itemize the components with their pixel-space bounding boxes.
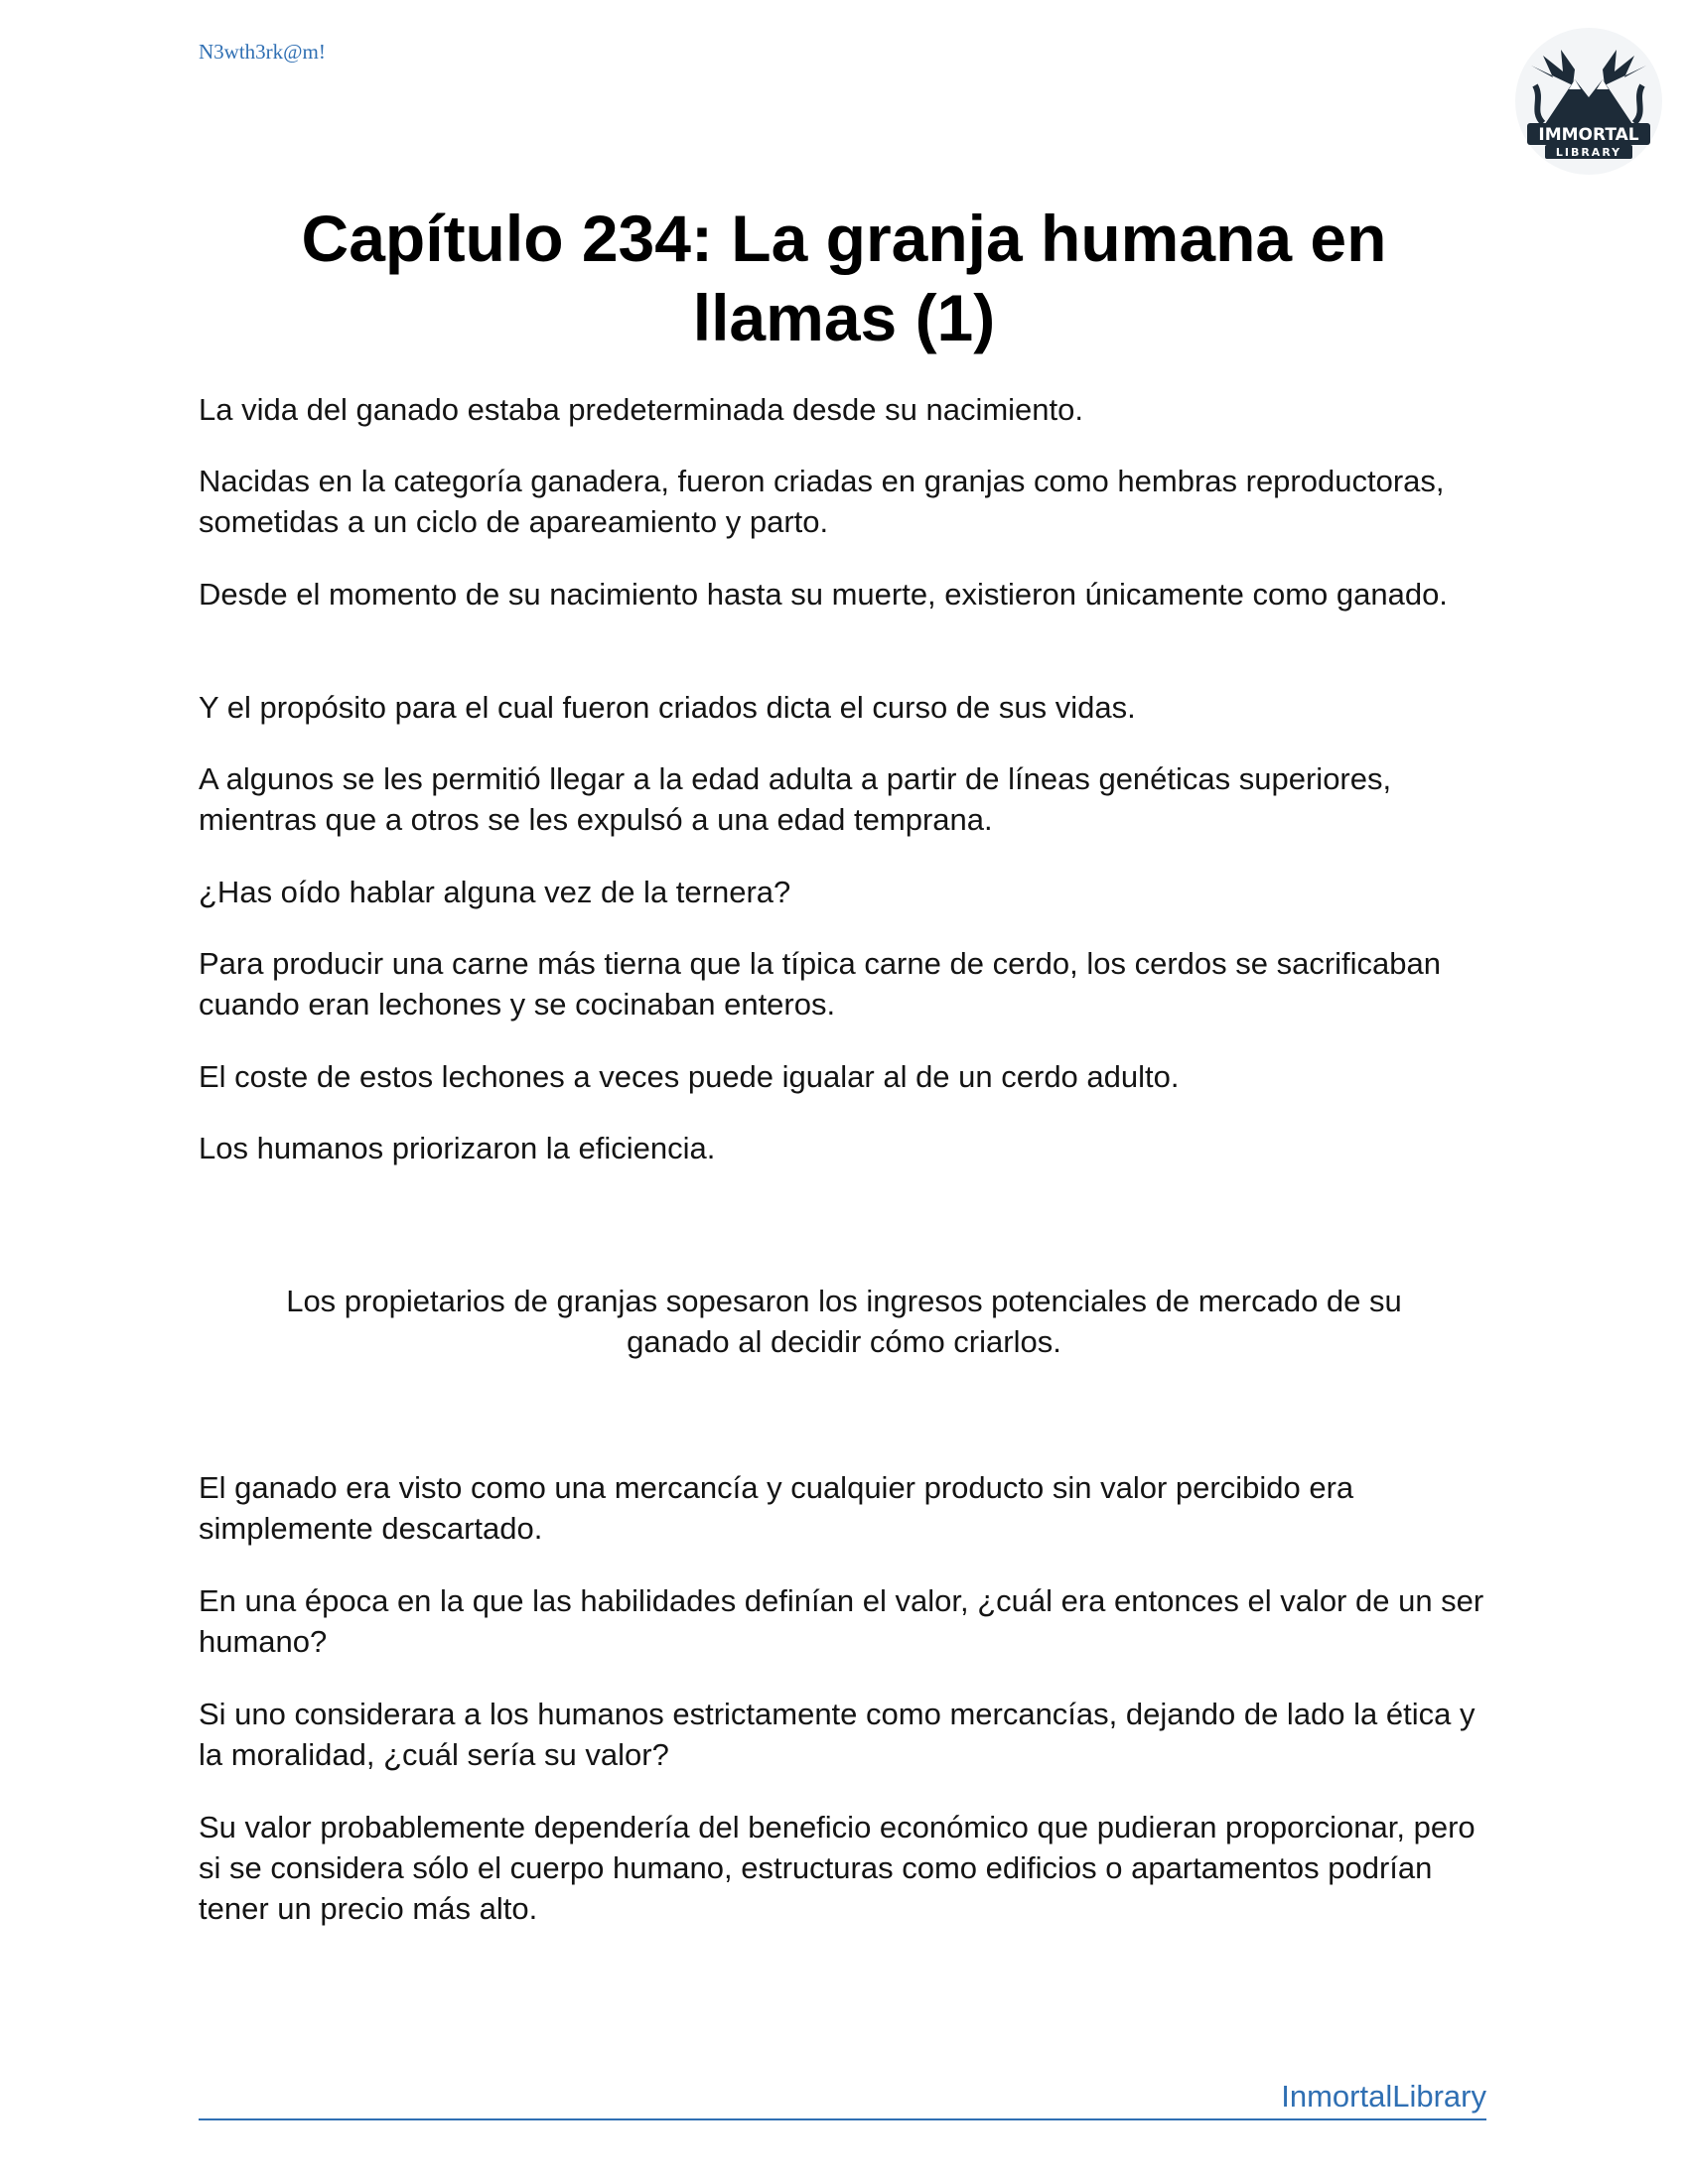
paragraph: Desde el momento de su nacimiento hasta su muerte, existieron únicamente como ganado. xyxy=(199,577,1448,612)
immortal-library-logo xyxy=(1513,26,1664,177)
footer-link[interactable]: InmortalLibrary xyxy=(1281,2079,1486,2114)
logo-text-bottom: LIBRARY xyxy=(1555,146,1622,159)
paragraph: Su valor probablemente dependería del beneficio económico que pudieran proporcionar, pero si se considera sólo el cuerpo humano, estructuras como edificios o apartamentos podrían tener un precio más alto. xyxy=(199,1810,1476,1926)
chapter-title-line-2: llamas (1) xyxy=(692,281,996,354)
paragraph: ¿Has oído hablar alguna vez de la ternera? xyxy=(199,875,791,909)
header-watermark: N3wth3rk@m! xyxy=(199,40,326,64)
footer-divider xyxy=(199,2118,1486,2120)
paragraph: Si uno considerara a los humanos estrictamente como mercancías, dejando de lado la ética y la moralidad, ¿cuál sería su valor? xyxy=(199,1697,1476,1772)
paragraph: El coste de estos lechones a veces puede igualar al de un cerdo adulto. xyxy=(199,1059,1180,1094)
paragraph: A algunos se les permitió llegar a la edad adulta a partir de líneas genéticas superiores, mientras que a otros se les expulsó a una edad temprana. xyxy=(199,761,1392,837)
paragraph: Para producir una carne más tierna que la típica carne de cerdo, los cerdos se sacrificaban cuando eran lechones y se cocinaban enteros. xyxy=(199,946,1442,1022)
chapter-title-line-1: Capítulo 234: La granja humana en xyxy=(301,202,1387,275)
paragraph: Los humanos priorizaron la eficiencia. xyxy=(199,1131,716,1165)
paragraph: Y el propósito para el cual fueron criados dicta el curso de sus vidas. xyxy=(199,690,1136,725)
logo-text-top: IMMORTAL xyxy=(1538,125,1639,145)
paragraph: La vida del ganado estaba predeterminada desde su nacimiento. xyxy=(199,392,1084,427)
paragraph: En una época en la que las habilidades definían el valor, ¿cuál era entonces el valor de un ser humano? xyxy=(199,1583,1484,1659)
chapter-title xyxy=(238,199,1450,357)
centered-paragraph: Los propietarios de granjas sopesaron los ingresos potenciales de mercado de su ganado al decidir cómo criarlos. xyxy=(286,1284,1402,1359)
paragraph: Nacidas en la categoría ganadera, fueron criadas en granjas como hembras reproductoras, sometidas a un ciclo de apareamiento y parto. xyxy=(199,464,1445,539)
paragraph: El ganado era visto como una mercancía y cualquier producto sin valor percibido era simplemente descartado. xyxy=(199,1470,1354,1546)
